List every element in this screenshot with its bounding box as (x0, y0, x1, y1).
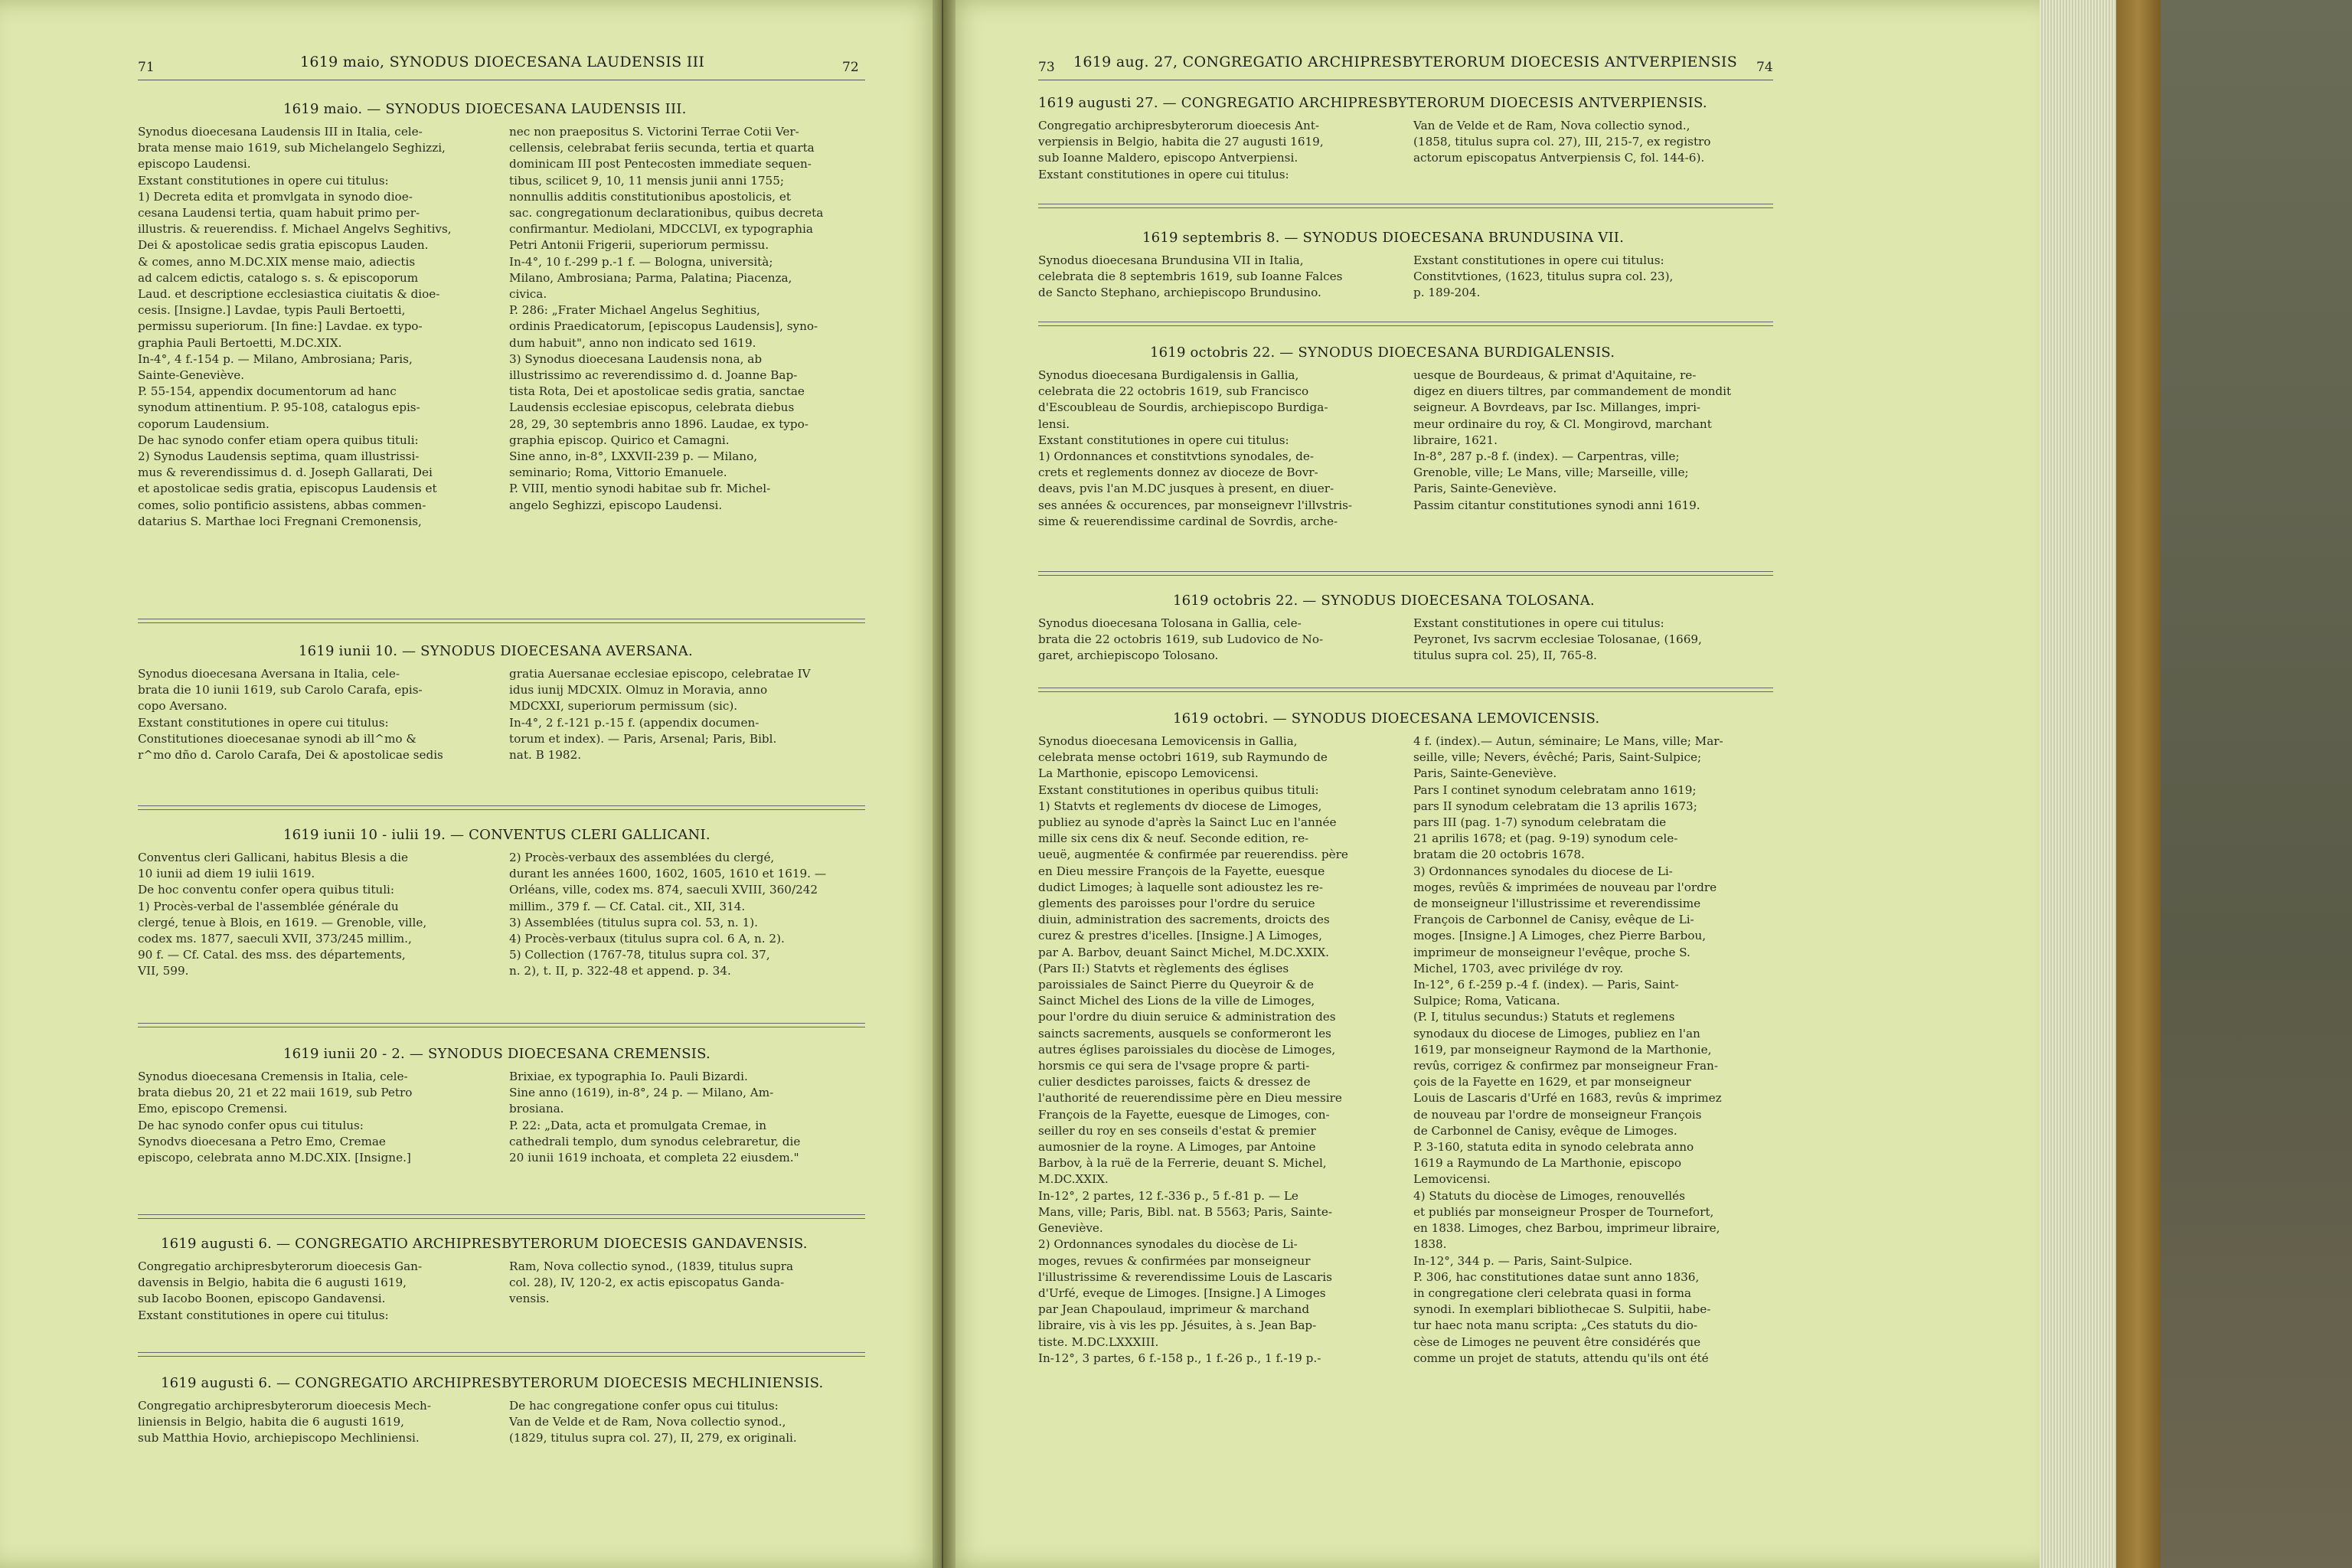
section-column-right: 4 f. (index).— Autun, séminaire; Le Mans, ville; Mar- seille, ville; Nevers, évêché; Paris, Saint-Sulpice; Paris, Sainte-Geneviève. Pars I continet synodum celebratam anno 1619; pars II synodum celebratam die 13 aprilis 1673; pars III (pag. 1-7) synodum celebratam die 21 aprilis 1678; et (pag. 9-19) synodum cele- bratam die 20 octobris 1678. 3) Ordonnances synodales du diocese de Li- moges, revûës & imprimées de nouveau par l'ordre de monseigneur l'illustrissime et reverendissime François de Carbonnel de Canisy, evêque de Li- moges. [Insigne.] A Limoges, chez Pierre Barbou, imprimeur de monseigneur l'evêque, proche S. Michel, 1703, avec privilége dv roy. In-12°, 6 f.-259 p.-4 f. (index). — Paris, Saint- Sulpice; Roma, Vaticana. (P. I, titulus secundus:) Statuts et reglemens synodaux du diocese de Limoges, publiez en l'an 1619, par monseigneur Raymond de la Marthonie, revûs, corrigez & confirmez par monseigneur Fran- çois de la Fayette en 1629, et par monseigneur Louis de Lascaris d'Urfé en 1683, revûs & imprimez de nouveau par l'ordre de monseigneur François de Carbonnel de Canisy, evêque de Limoges. P. 3-160, statuta edita in synodo celebrata anno 1619 a Raymundo de La Marthonie, episcopo Lemovicensi. 4) Statuts du diocèse de Limoges, renouvellés et publiés par monseigneur Prosper de Tournefort, en 1838. Limoges, chez Barbou, imprimeur libraire, 1838. In-12°, 344 p. — Paris, Saint-Sulpice. P. 306, hac constitutiones datae sunt anno 1836, in congregatione cleri celebrata quasi in forma synodi. In exemplari bibliothecae S. Sulpitii, habe- tur haec nota manu scripta: „Ces statuts du dio- cèse de Limoges ne peuvent être considérés que comme un projet de statuts, attendu qu'ils ont été (1413, 734, 1723, 1365)
book-gutter (933, 0, 956, 1568)
section-column-right: Ram, Nova collectio synod., (1839, titulus supra col. 28), IV, 120-2, ex actis episcopatus Ganda- vensis. (509, 1259, 794, 1306)
section-divider (138, 805, 865, 810)
section-column-left: Synodus dioecesana Laudensis III in Italia, cele- brata mense maio 1619, sub Michelangelo Seghizzi, episcopo Laudensi. Exstant constitutiones in opere cui titulus: 1) Decreta edita et promvlgata in synodo dioe- cesana Laudensi tertia, quam habuit primo per- illustris. & reuerendiss. f. Michael Angelvs Seghitivs, Dei & apostolicae sedis gratia episcopus Lauden. & comes, anno M.DC.XIX mense maio, adiectis ad calcem edictis, catalogo s. s. & episcoporum Laud. et descriptione ecclesiastica ciuitatis & dioe- cesis. [Insigne.] Lavdae, typis Pauli Bertoetti, permissu superiorum. [In fine:] Lavdae. ex typo- graphia Pauli Bertoetti, M.DC.XIX. In-4°, 4 f.-154 p. — Milano, Ambrosiana; Paris, Sainte-Geneviève. P. 55-154, appendix documentorum ad hanc synodum attinentium. P. 95-108, catalogus epis- coporum Laudensium. De hac synodo confer etiam opera quibus tituli: 2) Synodus Laudensis septima, quam illustrissi- mus & reverendissimus d. d. Joseph Gallarati, Dei et apostolicae sedis gratia, episcopus Laudensis et comes, solio pontificio assistens, abbas commen- datarius S. Marthae loci Fregnani Cremonensis, (138, 125, 452, 528)
section-column-left: Congregatio archipresbyterorum dioecesis Gan- davensis in Belgio, habita die 6 augusti 1619, sub Iacobo Boonen, episcopo Gandavensi. Exstant constitutiones in opere cui titulus: (138, 1259, 423, 1322)
section-column-left: Synodus dioecesana Brundusina VII in Italia, celebrata die 8 septembris 1619, sub Ioanne Falces de Sancto Stephano, archiepiscopo Brundusino. (1038, 253, 1343, 300)
section-column-left: Congregatio archipresbyterorum dioecesis Ant- verpiensis in Belgio, habita die 27 augusti 1619, sub Ioanne Maldero, episcopo Antverpiensi. Exstant constitutiones in opere cui titulus: (1038, 119, 1324, 181)
section-column-right: uesque de Bourdeaus, & primat d'Aquitaine, re- digez en diuers tiltres, par commandement de mondit seigneur. A Bovrdeavs, par Isc. Millanges, impri- meur ordinaire du roy, & Cl. Mongirovd, marchant libraire, 1621. In-8°, 287 p.-8 f. (index). — Carpentras, ville; Grenoble, ville; Le Mans, ville; Marseille, ville; Paris, Sainte-Geneviève. Passim citantur constitutiones synodi anni 1619. (1413, 368, 1732, 512)
page-number-71: 71 (138, 60, 155, 75)
section-heading: 1619 augusti 27. — CONGREGATIO ARCHIPRESBYTERORUM DIOECESIS ANTVERPIENSIS. (1038, 95, 1707, 111)
section-divider (138, 1023, 865, 1027)
page-number-74: 74 (1756, 60, 1773, 75)
section-column-right: Brixiae, ex typographia Io. Pauli Bizardi. Sine anno (1619), in-8°, 24 p. — Milano, Am- brosiana. P. 22: „Data, acta et promulgata Cremae, in cathedrali templo, dum synodus celebraretur, die 20 iunii 1619 inchoata, et completa 22 eiusdem." (509, 1070, 801, 1165)
section-column-right: Van de Velde et de Ram, Nova collectio synod., (1858, titulus supra col. 27), III, 215-7, ex registro actorum episcopatus Antverpiensis C, fol. 144-6). (1413, 119, 1711, 165)
section-heading: 1619 octobris 22. — SYNODUS DIOECESANA TOLOSANA. (1173, 593, 1595, 609)
section-column-left: Synodus dioecesana Cremensis in Italia, cele- brata diebus 20, 21 et 22 maii 1619, sub Petro Emo, episcopo Cremensi. De hac synodo confer opus cui titulus: Synodvs dioecesana a Petro Emo, Cremae episcopo, celebrata anno M.DC.XIX. [Insigne.] (138, 1070, 413, 1165)
section-column-left: Congregatio archipresbyterorum dioecesis Mech- liniensis in Belgio, habita die 6 augusti 1619, sub Matthia Hovio, archiepiscopo Mechliniensi. (138, 1399, 431, 1446)
section-column-right: gratia Auersanae ecclesiae episcopo, celebratae IV idus iunij MDCXIX. Olmuz in Moravia, anno MDCXXI, superiorum permissum (sic). In-4°, 2 f.-121 p.-15 f. (appendix documen- torum et index). — Paris, Arsenal; Paris, Bibl. nat. B 1982. (509, 667, 811, 763)
running-head-left: 1619 maio, SYNODUS DIOECESANA LAUDENSIS III (300, 54, 705, 70)
page-number-72: 72 (842, 60, 859, 75)
left-page (0, 0, 942, 1568)
section-heading: 1619 iunii 10. — SYNODUS DIOECESANA AVERSANA. (299, 643, 693, 659)
section-column-right: 2) Procès-verbaux des assemblées du clergé, durant les années 1600, 1602, 1605, 1610 et 1619. — Orléans, ville, codex ms. 874, saeculi XVIII, 360/242 millim., 379 f. — Cf. Catal. cit., XII, 314. 3) Assemblées (titulus supra col. 53, n. 1). 4) Procès-verbaux (titulus supra col. 6 A, n. 2). 5) Collection (1767-78, titulus supra col. 37, n. 2), t. II, p. 322-48 et append. p. 34. (509, 851, 827, 978)
page-number-73: 73 (1038, 60, 1055, 75)
running-head-right: 1619 aug. 27, CONGREGATIO ARCHIPRESBYTERORUM DIOECESIS ANTVERPIENSIS (1073, 54, 1738, 70)
section-column-left: Conventus cleri Gallicani, habitus Blesis a die 10 iunii ad diem 19 iulii 1619. De hoc conventu confer opera quibus tituli: 1) Procès-verbal de l'assemblée générale du clergé, tenue à Blois, en 1619. — Grenoble, ville, codex ms. 1877, saeculi XVII, 373/245 millim., 90 f. — Cf. Catal. des mss. des départements, VII, 599. (138, 851, 427, 978)
section-column-right: Exstant constitutiones in opere cui titulus: Constitvtiones, (1623, titulus supra col. 23), p. 189-204. (1413, 253, 1674, 300)
page-edges (2040, 0, 2116, 1568)
section-column-left: Synodus dioecesana Lemovicensis in Gallia, celebrata mense octobri 1619, sub Raymundo de La Marthonie, episcopo Lemovicensi. Exstant constitutiones in operibus quibus tituli: 1) Statvts et reglements dv diocese de Limoges, publiez au synode d'après la Sainct Luc en l'année mille six cens dix & neuf. Seconde edition, re- ueuë, augmentée & confirmée par reuerendiss. père en Dieu messire François de la Fayette, euesque dudict Limoges; à laquelle sont adioustez les re- glements des paroisses pour l'ordre du seruice diuin, administration des sacrements, droicts des curez & prestres d'icelles. [Insigne.] A Limoges, par A. Barbov, deuant Sainct Michel, M.DC.XXIX. (Pars II:) Statvts et règlements des églises paroissiales de Sainct Pierre du Queyroir & de Sainct Michel des Lions de la ville de Limoges, pour l'ordre du diuin seruice & administration des saincts sacrements, ausquels se conformeront les autres églises paroissiales du diocèse de Limoges, horsmis ce qui sera de l'vsage propre & parti- culier desdictes paroisses, faicts & dressez de l'authorité de reuerendissime père en Dieu messire François de la Fayette, euesque de Limoges, con- seiller du roy en ses conseils d'estat & premier aumosnier de la royne. A Limoges, par Antoine Barbov, à la ruë de la Ferrerie, deuant S. Michel, M.DC.XXIX. In-12°, 2 partes, 12 f.-336 p., 5 f.-81 p. — Le Mans, ville; Paris, Bibl. nat. B 5563; Paris, Sainte- Geneviève. 2) Ordonnances synodales du diocèse de Li- moges, revues & confirmées par monseigneur l'illustrissime & reverendissime Louis de Lascaris d'Urfé, eveque de Limoges. [Insigne.] A Limoges par Jean Chapoulaud, imprimeur & marchand libraire, vis à vis les pp. Jésuites, à s. Jean Bap- tiste. M.DC.LXXXIII. In-12°, 3 partes, 6 f.-158 p., 1 f.-26 p., 1 f.-19 p.- (1038, 734, 1348, 1365)
section-heading: 1619 iunii 20 - 2. — SYNODUS DIOECESANA CREMENSIS. (283, 1046, 710, 1062)
section-heading: 1619 octobris 22. — SYNODUS DIOECESANA BURDIGALENSIS. (1150, 345, 1615, 361)
section-divider (138, 1352, 865, 1357)
right-page (943, 0, 2040, 1568)
section-divider (1038, 688, 1773, 692)
section-heading: 1619 septembris 8. — SYNODUS DIOECESANA BRUNDUSINA VII. (1142, 230, 1625, 246)
section-divider (1038, 204, 1773, 208)
section-column-left: Synodus dioecesana Burdigalensis in Gallia, celebrata die 22 octobris 1619, sub Francisco d'Escoubleau de Sourdis, archiepiscopo Burdiga- lensi. Exstant constitutiones in opere cui titulus: 1) Ordonnances et constitvtions synodales, de- crets et reglements donnez av dioceze de Bovr- deavs, pvis l'an M.DC jusques à present, en diuer- ses années & occurences, par monseignevr l'illvstris- sime & reuerendissime cardinal de Sovrdis, arche- (1038, 368, 1352, 528)
section-divider (138, 619, 865, 623)
section-heading: 1619 maio. — SYNODUS DIOECESANA LAUDENSIS III. (283, 101, 687, 117)
section-heading: 1619 augusti 6. — CONGREGATIO ARCHIPRESBYTERORUM DIOECESIS GANDAVENSIS. (161, 1236, 808, 1252)
section-divider (1038, 322, 1773, 326)
section-column-left: Synodus dioecesana Tolosana in Gallia, cele- brata die 22 octobris 1619, sub Ludovico de No- garet, archiepiscopo Tolosano. (1038, 616, 1324, 663)
section-column-right: De hac congregatione confer opus cui titulus: Van de Velde et de Ram, Nova collectio synod., (1829, titulus supra col. 27), II, 279, ex originali. (509, 1399, 797, 1446)
section-column-left: Synodus dioecesana Aversana in Italia, cele- brata die 10 iunii 1619, sub Carolo Carafa, epis- copo Aversano. Exstant constitutiones in opere cui titulus: Constitutiones dioecesanae synodi ab ill^mo & r^mo dño d. Carolo Carafa, Dei & apostolicae sedis (138, 667, 443, 763)
section-divider (138, 1214, 865, 1219)
section-column-right: nec non praepositus S. Victorini Terrae Cotii Ver- cellensis, celebrabat feriis secunda, tertia et quarta dominicam III post Pentecosten immediate sequen- tibus, scilicet 9, 10, 11 mensis junii anni 1755; nonnullis additis constitutionibus apostolicis, et sac. congregationum declarationibus, quibus decreta confirmantur. Mediolani, MDCCLVI, ex typographia Petri Antonii Frigerii, superiorum permissu. In-4°, 10 f.-299 p.-1 f. — Bologna, università; Milano, Ambrosiana; Parma, Palatina; Piacenza, civica. P. 286: „Frater Michael Angelus Seghitius, ordinis Praedicatorum, [episcopus Laudensis], syno- dum habuit", anno non indicato sed 1619. 3) Synodus dioecesana Laudensis nona, ab illustrissimo ac reverendissimo d. d. Joanne Bap- tista Rota, Dei et apostolicae sedis gratia, sanctae Laudensis ecclesiae episcopus, celebrata diebus 28, 29, 30 septembris anno 1896. Laudae, ex typo- graphia episcop. Quirico et Camagni. Sine anno, in-8°, LXXVII-239 p. — Milano, seminario; Roma, Vittorio Emanuele. P. VIII, mentio synodi habitae sub fr. Michel- angelo Seghizzi, episcopo Laudensi. (509, 125, 824, 512)
section-heading: 1619 iunii 10 - iulii 19. — CONVENTUS CLERI GALLICANI. (283, 827, 710, 843)
section-heading: 1619 augusti 6. — CONGREGATIO ARCHIPRESBYTERORUM DIOECESIS MECHLINIENSIS. (161, 1375, 824, 1391)
table-surface (2161, 0, 2352, 1568)
section-heading: 1619 octobri. — SYNODUS DIOECESANA LEMOVICENSIS. (1173, 710, 1600, 727)
section-divider (1038, 571, 1773, 576)
section-column-right: Exstant constitutiones in opere cui titulus: Peyronet, Ivs sacrvm ecclesiae Tolosanae, (1669, titulus supra col. 25), II, 765-8. (1413, 616, 1702, 663)
book-cover-edge (2116, 0, 2161, 1568)
